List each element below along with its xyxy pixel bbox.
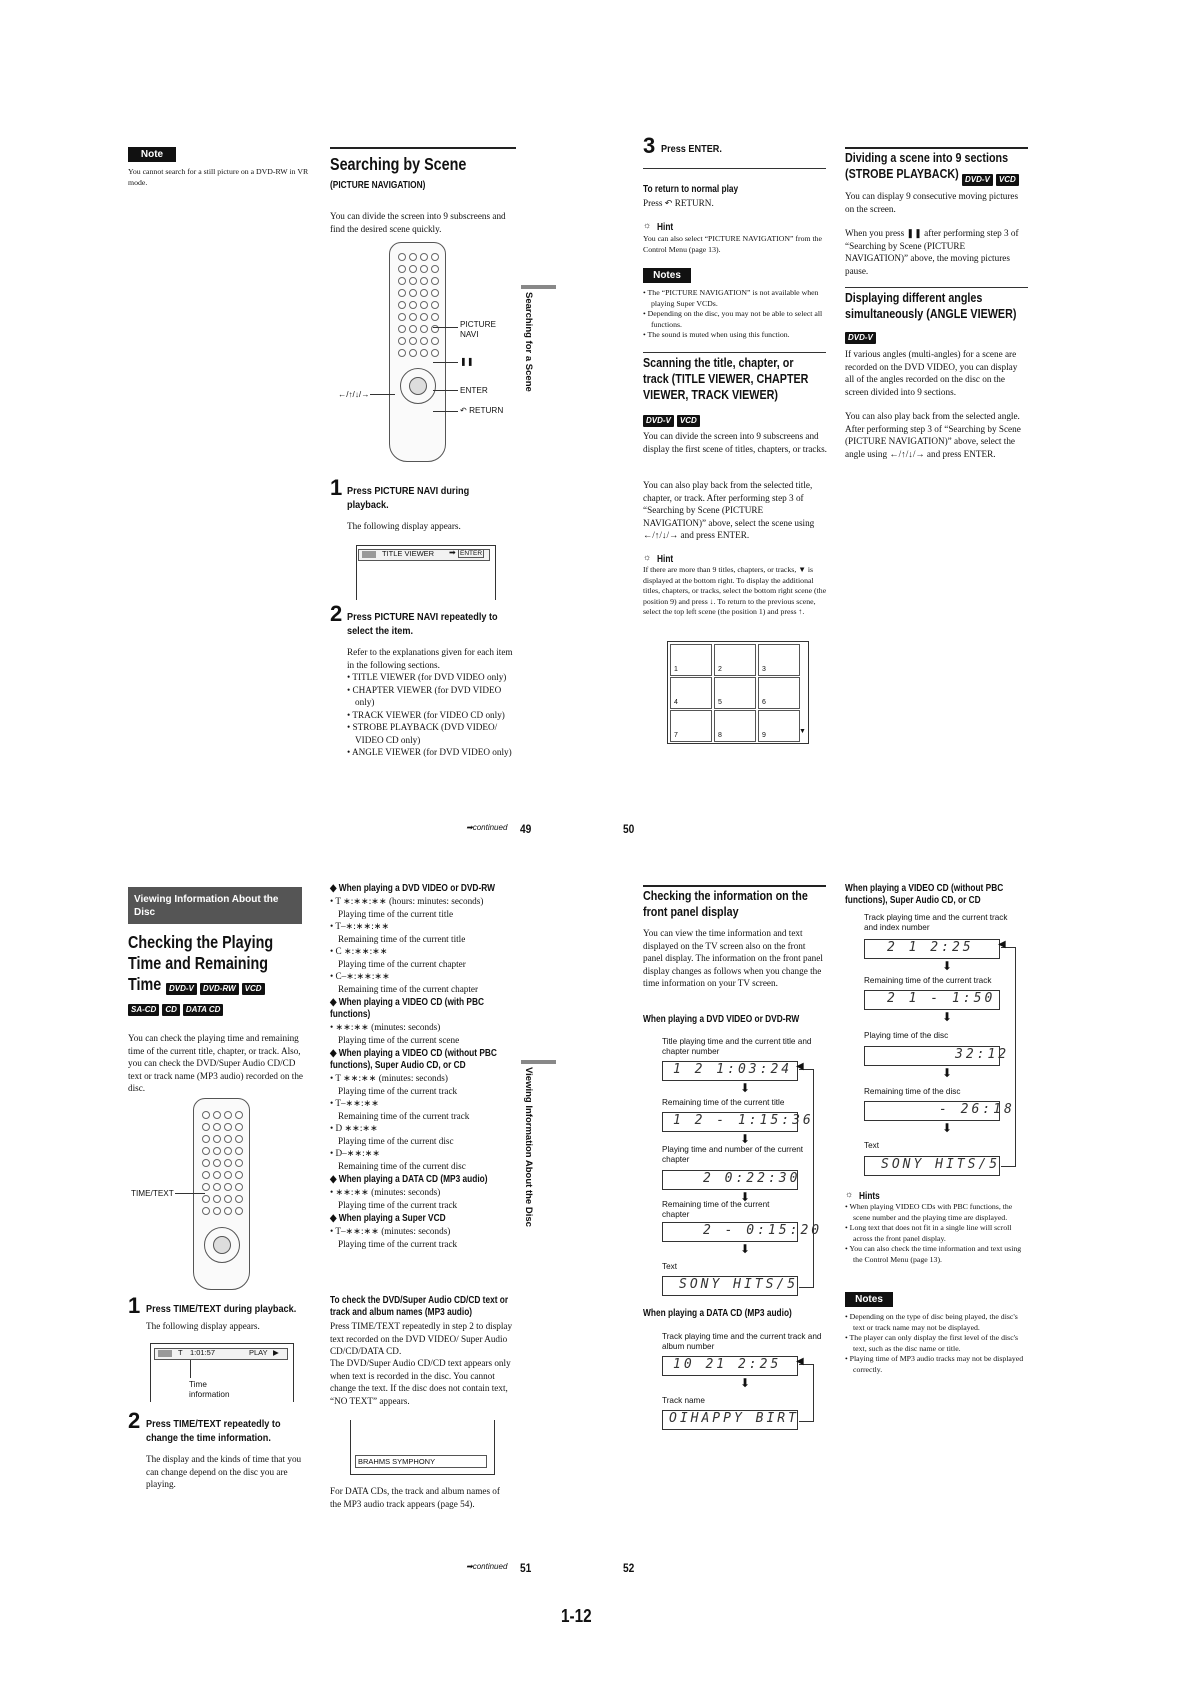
text-paragraph: For DATA CDs, the track and album names of the MP3 audio track appears (page 54). (330, 1486, 500, 1509)
grid-cell: 5 (714, 677, 756, 709)
section-text: When you press ❚❚ after performing step 3 of “Searching by Scene (PICTURE NAVIGATION)” above, the moving pictures pause. (845, 228, 1019, 276)
display-caption: Track name (662, 1396, 705, 1405)
step-text: Press PICTURE NAVI during playback. (347, 485, 470, 511)
hint-text: You can also select “PICTURE NAVIGATION” from the Control Menu (page 13). (643, 234, 823, 254)
loop-back-arrow (799, 1364, 814, 1422)
note-text: You cannot search for a still picture on a DVD-RW in VR mode. (128, 167, 309, 187)
text-heading: To check the DVD/Super Audio CD/CD text or track and album names (MP3 audio) (330, 1295, 509, 1318)
list-item: • TITLE VIEWER (for DVD VIDEO only) (347, 672, 507, 682)
front-panel-display: 2 0:22:30 (662, 1170, 798, 1190)
intro-text: You can check the playing time and remaining time of the current title, chapter, or track. Also, you can check the DVD/Super Audio CD/CD text or track name (MP3 audio) recorded on the disc. (128, 1033, 304, 1093)
badge-row (962, 169, 1022, 187)
side-tab-bar (521, 285, 556, 289)
badge: CD (162, 1004, 180, 1016)
list-item: • You can also check the time information and text using the Control Menu (page 13). (845, 1244, 1022, 1264)
continued-marker: ➡continued (466, 823, 508, 832)
time-info-list: ◆ When playing a DVD VIDEO or DVD-RW • T ∗:∗∗:∗∗ (hours: minutes: seconds) Playing time of the current title • T–∗:∗∗:∗∗ Remaining time of the current title • C ∗:∗∗:∗∗ Playing time of the current chapter • C–∗:∗∗:∗∗ Remaining time of the current chapter ◆ When playing a VIDEO CD (with PBC functions) • ∗∗:∗∗ (minutes: seconds) Playing time of the current scene ◆ When playing a VIDEO CD (without PBC functions), Super Audio CD, or CD • T ∗∗:∗∗ (minutes: seconds) Playing time of the current track • T–∗∗:∗∗ Remaining time of the current track • D ∗∗:∗∗ Playing time of the current disc • D–∗∗:∗∗ Remaining time of the current disc ◆ When playing a DATA CD (MP3 audio) • ∗∗:∗∗ (minutes: seconds) Playing time of the current track ◆ When playing a Super VCD • T–∗∗:∗∗ (minutes: seconds) Playing time of the current track (330, 883, 497, 1249)
list-item: • The “PICTURE NAVIGATION” is not available when playing Super VCDs. (643, 288, 819, 308)
enter-display: ENTER (460, 550, 483, 557)
dvd-heading: When playing a DVD VIDEO or DVD-RW (643, 1014, 800, 1025)
front-panel-display: 2 1 2:25 (864, 939, 1000, 959)
grid-cell: 7 (670, 710, 712, 742)
display-caption: Track playing time and the current track and index number (864, 913, 1008, 932)
page-title: Checking the Playing Time and Remaining Time DVD-V DVD-RW VCD SA-CD CD DATA CD (128, 932, 274, 1014)
arrows-label: ←/↑/↓/→ (338, 390, 370, 399)
intro-text: You can divide the screen into 9 subscreens and find the desired scene quickly. (330, 211, 506, 234)
arrow-down-icon: ⬇ (740, 1081, 751, 1095)
step-text: Press PICTURE NAVI repeatedly to select the item. (347, 611, 498, 637)
hint-text: If there are more than 9 titles, chapters, or tracks, ▼ is displayed at the bottom right. To display the additional titles, chapters, or tracks, select the bottom right scene (the position 9) and press ↓. To return to the previous scene, select the top left scene (the position 1) and press ↑. (643, 565, 827, 617)
text-paragraph: The DVD/Super Audio CD/CD text appears only when text is recorded in the disc. You cannot change the text. If the disc does not contain text, “NO TEXT” appears. (330, 1358, 511, 1406)
list-item: • Playing time of MP3 audio tracks may not be displayed correctly. (845, 1354, 1024, 1374)
arrow-down-icon: ⬇ (740, 1242, 751, 1256)
step-number: 2 (128, 1408, 141, 1433)
display-time: 1:01:57 (190, 1348, 216, 1357)
list-item: • The player can only display the first level of the disc's text, such as the disc name or title. (845, 1333, 1019, 1353)
list-item: • ANGLE VIEWER (for DVD VIDEO only) (347, 747, 512, 757)
page-number: 51 (520, 1561, 532, 1575)
badge-row (643, 410, 703, 428)
page-title: Searching by Scene (330, 154, 467, 174)
step-number: 1 (128, 1293, 141, 1318)
notes-label: Notes (643, 268, 691, 283)
enter-label: ENTER (460, 386, 488, 395)
nine-scene-grid (667, 641, 809, 744)
display-caption: Remaining time of the current chapter (662, 1200, 770, 1219)
side-tab-bar (521, 1060, 556, 1064)
grid-cell: 2 (714, 644, 756, 676)
display-caption: Text (864, 1141, 880, 1150)
continued-marker: ➡continued (466, 1562, 508, 1571)
grid-cell: 4 (670, 677, 712, 709)
page-number: 50 (623, 822, 635, 836)
display-caption: Text (662, 1262, 678, 1271)
step-subtext: The following display appears. (146, 1321, 260, 1331)
display-caption: Playing time and number of the current chapter (662, 1145, 804, 1164)
arrow-down-icon: ⬇ (942, 1010, 953, 1024)
vcd-heading: When playing a VIDEO CD (without PBC functions), Super Audio CD, or CD (845, 883, 1004, 906)
step-number: 1 (330, 475, 343, 500)
badge: VCD (996, 174, 1019, 186)
step-subtext: The display and the kinds of time that you can change depend on the disc you are playing. (146, 1454, 302, 1489)
step-text: Press TIME/TEXT repeatedly to change the time information. (146, 1418, 281, 1444)
return-text: Press ↶ RETURN. (643, 198, 714, 208)
arrow-down-icon: ⬇ (740, 1132, 751, 1146)
page-number: 52 (623, 1561, 635, 1575)
display-caption: Remaining time of the current title (662, 1098, 785, 1107)
section-title: Dividing a scene into 9 sections (STROBE PLAYBACK) (845, 150, 1009, 181)
display-caption: Playing time of the disc (864, 1031, 949, 1040)
badge: DVD-V (643, 415, 674, 427)
front-panel-display: 32:12 (864, 1046, 1000, 1066)
badge: DVD-V (166, 983, 197, 995)
page-number: 49 (520, 822, 532, 836)
badge: SA-CD (128, 1004, 159, 1016)
notes-list (845, 1312, 1030, 1376)
side-tab: Viewing Information About the Disc (523, 1067, 534, 1227)
hint-label: Hint (657, 554, 674, 565)
section-title: Scanning the title, chapter, or track (TITLE VIEWER, CHAPTER VIEWER, TRACK VIEWER) (643, 355, 809, 402)
step-number: 3 (643, 133, 656, 158)
grid-cell: 8 (714, 710, 756, 742)
text-display: BRAHMS SYMPHONY (355, 1455, 487, 1468)
more-marker: ▼ (799, 728, 806, 735)
display-caption: Title playing time and the current title and chapter number (662, 1037, 812, 1056)
rule (330, 147, 516, 149)
text-paragraph: Press TIME/TEXT repeatedly in step 2 to display text recorded on the DVD VIDEO/ Super Audio CD/CD/DATA CD. (330, 1321, 513, 1356)
section-text: If various angles (multi-angles) for a scene are recorded on the DVD VIDEO, you can display all of the angles recorded on the disc on the screen divided into 9 sections. (845, 349, 1018, 397)
arrow-down-icon: ⬇ (942, 1066, 953, 1080)
section-title: Displaying different angles simultaneously (ANGLE VIEWER) (845, 290, 1017, 321)
list-item: • CHAPTER VIEWER (for DVD VIDEO only) (347, 684, 502, 707)
list-item: • The sound is muted when using this function. (643, 330, 790, 340)
front-panel-display: - 26:18 (864, 1101, 1000, 1121)
loop-back-arrow (799, 1069, 814, 1288)
time-text-label: TIME/TEXT (131, 1189, 174, 1198)
page-subtitle: (PICTURE NAVIGATION) (330, 180, 426, 191)
section-text: You can also play back from the selected title, chapter, or track. After performing step 3 of “Searching by Scene (PICTURE NAVIGATION)” above, select the scene using ←/↑/↓/→ and press ENTER. (643, 480, 815, 540)
arrow-down-icon: ⬇ (740, 1376, 751, 1390)
hint-label: Hint (657, 222, 674, 233)
hint-icon: ☼ (643, 220, 652, 230)
list-item: • When playing VIDEO CDs with PBC functions, the scene number and the playing time are displayed. (845, 1202, 1013, 1222)
hints-list (845, 1202, 1030, 1266)
front-panel-display: 10 21 2:25 (662, 1356, 798, 1376)
viewer-list (347, 671, 517, 759)
badge: DATA CD (183, 1004, 224, 1016)
badge: DVD-V (845, 332, 876, 344)
step-subtext: Refer to the explanations given for each item in the following sections. (347, 647, 513, 670)
list-item: • Long text that does not fit in a single line will scroll across the front panel display. (845, 1223, 1012, 1243)
hint-icon: ☼ (845, 1189, 854, 1199)
grid-cell: 9 (758, 710, 800, 742)
front-panel-display: OIHAPPY BIRT (662, 1410, 798, 1430)
grid-cell: 6 (758, 677, 800, 709)
step-text: Press TIME/TEXT during playback. (146, 1303, 297, 1315)
arrow-down-icon: ⬇ (740, 1190, 751, 1204)
front-panel-display: SONY HITS/5 (864, 1156, 1000, 1176)
notes-label: Notes (845, 1292, 893, 1307)
title-viewer-display: TITLE VIEWER (382, 549, 435, 558)
arrow-down-icon: ⬇ (942, 959, 953, 973)
step-number: 2 (330, 601, 343, 626)
note-label: Note (128, 147, 176, 162)
loop-back-arrow (1001, 947, 1016, 1167)
return-label: ↶ RETURN (460, 406, 504, 415)
arrow-down-icon: ⬇ (942, 1121, 953, 1135)
display-title-mark: T (178, 1348, 183, 1357)
front-panel-display: 2 1 - 1:50 (864, 990, 1000, 1010)
pause-label: ❚❚ (460, 357, 474, 366)
display-caption: Remaining time of the disc (864, 1087, 961, 1096)
front-panel-display: 1 2 - 1:15:36 (662, 1112, 798, 1132)
picture-navi-label: PICTURE NAVI (460, 320, 496, 339)
display-caption: Remaining time of the current track (864, 976, 992, 985)
side-tab: Searching for a Scene (523, 292, 534, 392)
step-text: Press ENTER. (661, 143, 722, 155)
front-panel-display: 1 2 1:03:24 (662, 1061, 798, 1081)
list-item: • Depending on the type of disc being played, the disc's text or track name may not be displayed. (845, 1312, 1018, 1332)
section-text: You can also play back from the selected angle. After performing step 3 of “Searching by Scene (PICTURE NAVIGATION)” above, select the angle using ←/↑/↓/→ and press ENTER. (845, 411, 1021, 459)
section-text: You can divide the screen into 9 subscreens and display the first scene of titles, chapters, or tracks. (643, 431, 827, 454)
section-title: Checking the information on the front panel display (643, 888, 808, 919)
grid-cell: 1 (670, 644, 712, 676)
remote-control-illustration (389, 242, 446, 462)
hints-label: Hints (859, 1191, 880, 1202)
display-caption: Track playing time and the current track and album number (662, 1332, 822, 1351)
footer-page-number: 1-12 (561, 1606, 592, 1626)
remote-control-illustration (193, 1098, 250, 1290)
section-text: You can view the time information and text displayed on the TV screen also on the front panel display. The information on the front panel display changes as follows when you change the time information on your TV screen. (643, 928, 823, 988)
display-play: PLAY (249, 1348, 268, 1357)
section-text: You can display 9 consecutive moving pictures on the screen. (845, 191, 1019, 214)
front-panel-display: 2 - 0:15:20 (662, 1222, 798, 1242)
badge: DVD-V (962, 174, 993, 186)
badge-row (845, 327, 879, 345)
time-info-label: Time information (189, 1380, 230, 1399)
list-item: • Depending on the disc, you may not be able to select all functions. (643, 309, 823, 329)
step-subtext: The following display appears. (347, 521, 461, 531)
data-heading: When playing a DATA CD (MP3 audio) (643, 1308, 792, 1319)
return-heading: To return to normal play (643, 184, 739, 195)
notes-list (643, 288, 828, 341)
badge: VCD (677, 415, 700, 427)
list-item: • TRACK VIEWER (for VIDEO CD only) (347, 709, 505, 720)
badge: VCD (242, 983, 265, 995)
front-panel-display: SONY HITS/5 (662, 1276, 798, 1296)
list-item: • STROBE PLAYBACK (DVD VIDEO/ VIDEO CD only) (347, 722, 498, 745)
section-tab: Viewing Information About the Disc (128, 887, 302, 924)
grid-cell: 3 (758, 644, 800, 676)
hint-icon: ☼ (643, 552, 652, 562)
badge: DVD-RW (200, 983, 239, 995)
